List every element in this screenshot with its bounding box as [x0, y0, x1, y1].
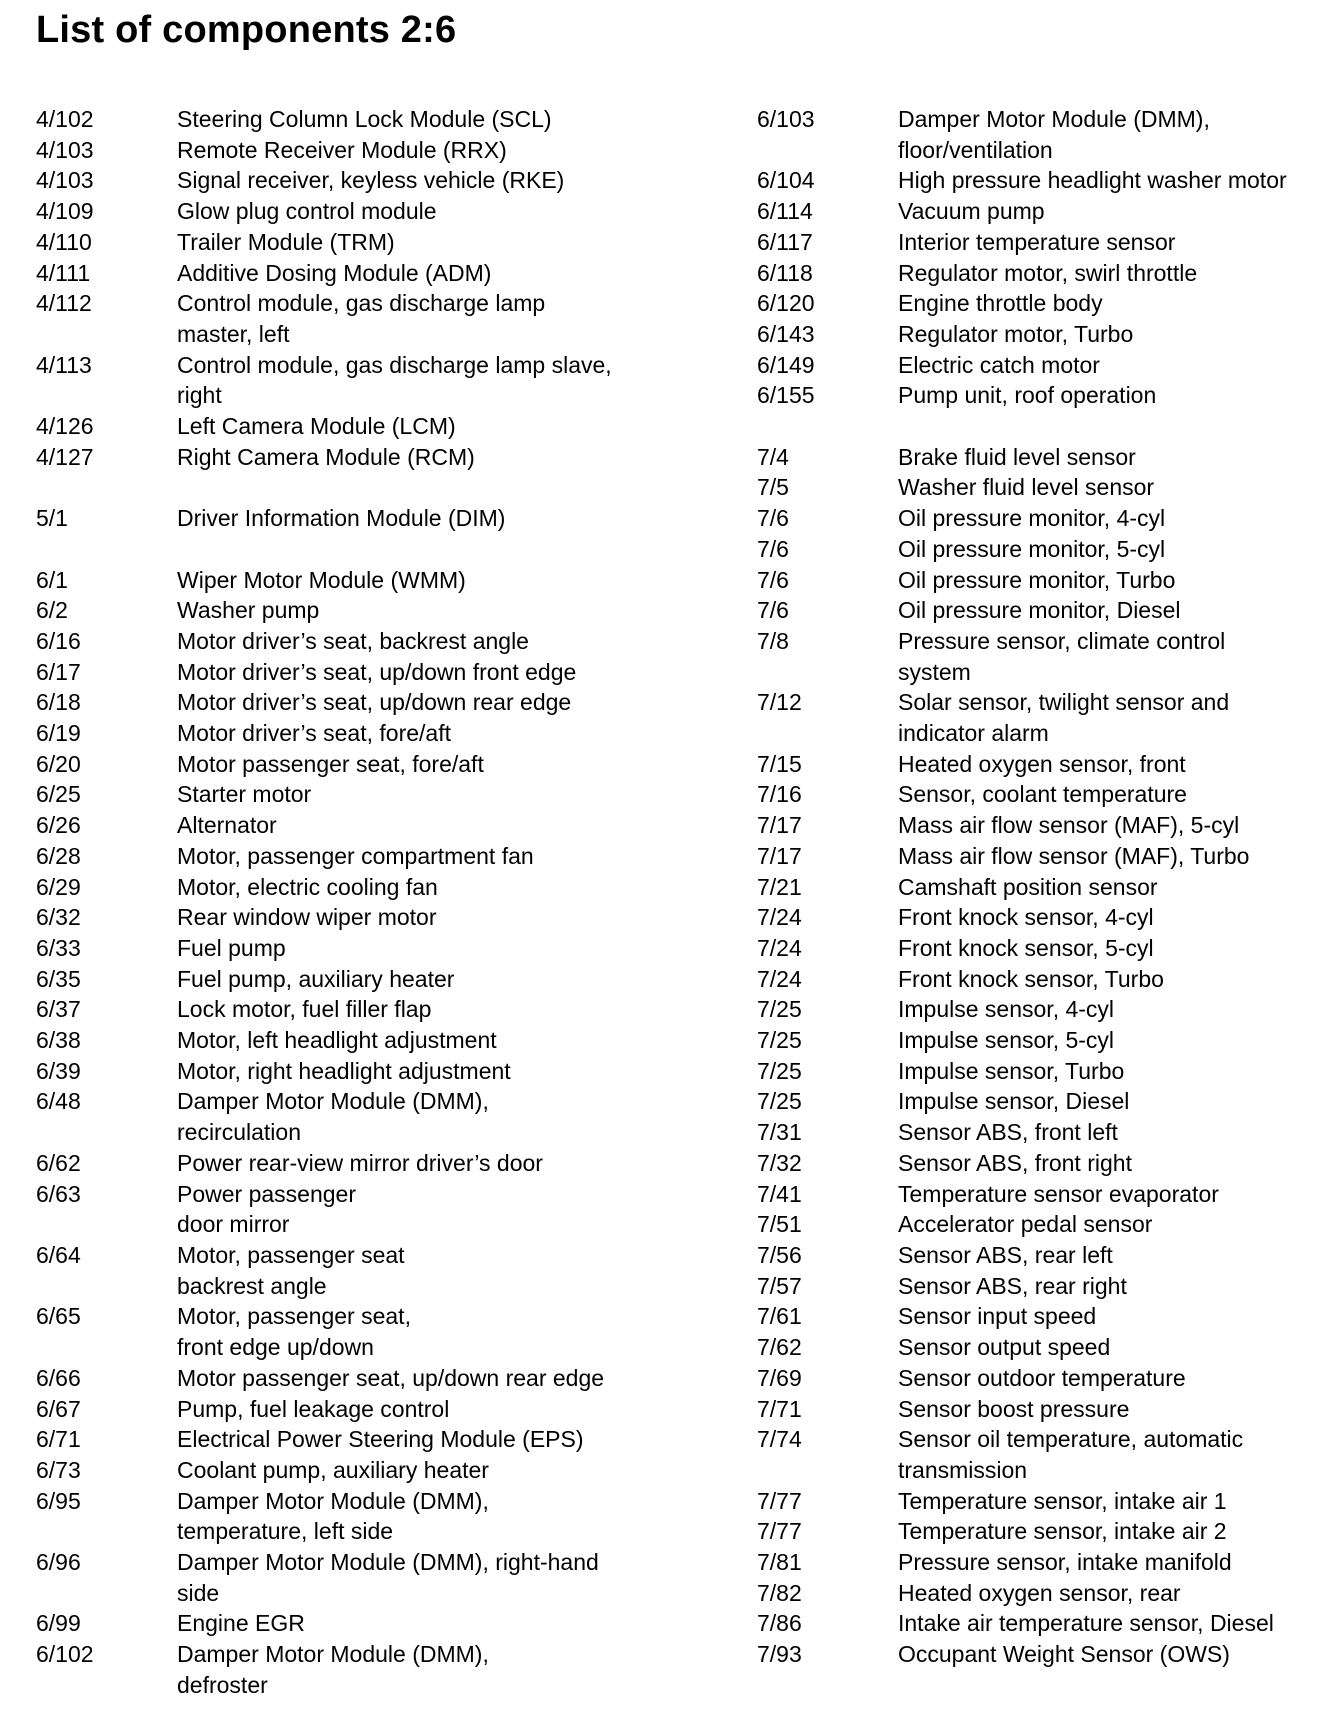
- component-description: Pressure sensor, intake manifold: [898, 1549, 1232, 1576]
- component-description: Motor, electric cooling fan: [177, 873, 438, 900]
- component-description: Engine EGR: [177, 1610, 305, 1637]
- component-row: [36, 841, 696, 872]
- component-description: Engine throttle body: [898, 290, 1103, 317]
- component-code: 6/149: [757, 351, 815, 378]
- component-code: 6/65: [36, 1303, 81, 1330]
- component-code: 4/127: [36, 443, 94, 470]
- component-row: [757, 1271, 1344, 1302]
- component-description: Left Camera Module (LCM): [177, 413, 456, 440]
- component-row: [757, 841, 1344, 872]
- component-row: [757, 288, 1344, 319]
- component-row: [757, 872, 1344, 903]
- component-description: Motor, passenger compartment fan: [177, 842, 534, 869]
- component-code: 6/2: [36, 597, 68, 624]
- component-row: [757, 1639, 1344, 1670]
- component-row: [757, 1301, 1344, 1332]
- component-code: 6/63: [36, 1180, 81, 1207]
- component-code: 6/1: [36, 566, 68, 593]
- list-spacer: [757, 411, 1344, 442]
- component-description: Motor passenger seat, fore/aft: [177, 750, 484, 777]
- component-row: [757, 902, 1344, 933]
- component-code: 6/19: [36, 720, 81, 747]
- component-code: 6/104: [757, 167, 815, 194]
- component-description: Motor passenger seat, up/down rear edge: [177, 1364, 605, 1391]
- component-row: [36, 810, 696, 841]
- component-description: Damper Motor Module (DMM), right-hand side: [177, 1549, 599, 1606]
- component-description: Interior temperature sensor: [898, 228, 1176, 255]
- component-description: Electric catch motor: [898, 351, 1100, 378]
- component-row: [36, 626, 696, 657]
- component-code: 6/114: [757, 198, 813, 225]
- component-row: [36, 258, 696, 289]
- component-row: [757, 1209, 1344, 1240]
- component-row: [36, 779, 696, 810]
- component-code: 4/126: [36, 413, 94, 440]
- component-description: Motor driver’s seat, backrest angle: [177, 627, 529, 654]
- component-description: Motor driver’s seat, up/down rear edge: [177, 689, 572, 716]
- component-description: Motor, passenger seat backrest angle: [177, 1241, 405, 1299]
- component-code: 7/6: [757, 535, 789, 562]
- component-code: 7/93: [757, 1641, 802, 1668]
- component-code: 7/15: [757, 750, 802, 777]
- component-description: Sensor, coolant temperature: [898, 781, 1187, 808]
- component-code: 4/102: [36, 106, 94, 132]
- component-description: Impulse sensor, Turbo: [898, 1057, 1125, 1084]
- component-description: Vacuum pump: [898, 198, 1045, 225]
- component-description: Fuel pump, auxiliary heater: [177, 965, 455, 992]
- component-code: 6/99: [36, 1610, 81, 1637]
- component-code: 7/57: [757, 1272, 802, 1299]
- component-row: [757, 1608, 1344, 1639]
- component-description: Temperature sensor, intake air 2: [898, 1518, 1227, 1545]
- component-code: 6/95: [36, 1487, 81, 1514]
- component-code: 7/61: [757, 1303, 802, 1330]
- component-row: [757, 687, 1344, 748]
- component-code: 7/32: [757, 1149, 802, 1176]
- component-row: [36, 503, 696, 534]
- component-code: 6/32: [36, 904, 81, 931]
- component-description: High pressure headlight washer motor: [898, 167, 1287, 194]
- component-row: [36, 1086, 696, 1147]
- component-code: 6/73: [36, 1456, 81, 1483]
- component-row: [757, 994, 1344, 1025]
- list-spacer: [36, 472, 696, 503]
- component-description: Sensor ABS, rear right: [898, 1272, 1127, 1299]
- component-row: [36, 994, 696, 1025]
- component-code: 6/20: [36, 750, 81, 777]
- component-row: [36, 1394, 696, 1425]
- component-row: [36, 1639, 696, 1700]
- component-code: 7/17: [757, 842, 802, 869]
- component-description: Right Camera Module (RCM): [177, 443, 475, 470]
- component-description: Wiper Motor Module (WMM): [177, 566, 466, 593]
- component-code: 4/103: [36, 167, 94, 194]
- component-description: Damper Motor Module (DMM), recirculation: [177, 1088, 489, 1146]
- component-row: [36, 411, 696, 442]
- component-row: [36, 1455, 696, 1486]
- component-code: 7/6: [757, 566, 789, 593]
- component-description: Damper Motor Module (DMM), temperature, left side: [177, 1487, 489, 1545]
- component-row: [757, 1332, 1344, 1363]
- component-row: [757, 933, 1344, 964]
- component-description: Remote Receiver Module (RRX): [177, 136, 507, 163]
- component-row: [36, 1056, 696, 1087]
- component-row: [36, 1025, 696, 1056]
- component-description: Temperature sensor evaporator: [898, 1180, 1219, 1207]
- component-description: Solar sensor, twilight sensor and indicator alarm: [898, 689, 1230, 747]
- component-description: Accelerator pedal sensor: [898, 1211, 1153, 1238]
- component-code: 4/111: [36, 259, 91, 286]
- component-description: Power passenger door mirror: [177, 1180, 356, 1238]
- component-description: Camshaft position sensor: [898, 873, 1158, 900]
- component-description: Motor driver’s seat, fore/aft: [177, 720, 451, 747]
- component-code: 7/24: [757, 904, 802, 931]
- component-code: 6/37: [36, 996, 81, 1023]
- component-row: [757, 227, 1344, 258]
- component-code: 7/4: [757, 443, 789, 470]
- component-code: 7/6: [757, 597, 789, 624]
- component-row: [36, 1240, 696, 1301]
- component-code: 7/25: [757, 1088, 802, 1115]
- component-code: 6/17: [36, 658, 81, 685]
- component-description: Mass air flow sensor (MAF), 5-cyl: [898, 812, 1240, 839]
- component-description: Washer pump: [177, 597, 320, 624]
- component-code: 4/103: [36, 136, 94, 163]
- component-code: 6/143: [757, 320, 815, 347]
- component-description: Impulse sensor, 4-cyl: [898, 996, 1115, 1023]
- component-row: [36, 718, 696, 749]
- component-code: 6/26: [36, 812, 81, 839]
- component-code: 4/112: [36, 290, 92, 317]
- component-row: [757, 749, 1344, 780]
- component-row: [757, 472, 1344, 503]
- component-description: Steering Column Lock Module (SCL): [177, 106, 552, 132]
- component-description: Driver Information Module (DIM): [177, 505, 506, 532]
- component-description: Pressure sensor, climate control system: [898, 627, 1226, 685]
- component-row: [36, 1179, 696, 1240]
- component-description: Regulator motor, swirl throttle: [898, 259, 1198, 286]
- component-code: 4/110: [36, 228, 92, 255]
- component-description: Brake fluid level sensor: [898, 443, 1136, 470]
- component-row: [36, 288, 696, 349]
- component-row: [757, 1148, 1344, 1179]
- component-code: 4/113: [36, 351, 92, 378]
- component-row: [757, 380, 1344, 411]
- component-description: Pump unit, roof operation: [898, 382, 1157, 409]
- component-description: Sensor ABS, front left: [898, 1119, 1118, 1146]
- component-description: Damper Motor Module (DMM), defroster: [177, 1641, 489, 1698]
- component-code: 6/39: [36, 1057, 81, 1084]
- component-code: 6/103: [757, 106, 815, 132]
- component-code: 7/86: [757, 1610, 802, 1637]
- component-row: [36, 1424, 696, 1455]
- component-code: 7/25: [757, 996, 802, 1023]
- component-description: Control module, gas discharge lamp master, left: [177, 290, 546, 347]
- component-row: [36, 902, 696, 933]
- component-code: 6/28: [36, 842, 81, 869]
- component-description: Fuel pump: [177, 934, 286, 961]
- component-code: 6/155: [757, 382, 815, 409]
- component-code: 6/64: [36, 1241, 81, 1268]
- component-code: 7/71: [757, 1395, 802, 1422]
- component-row: [757, 1424, 1344, 1485]
- component-code: 7/62: [757, 1334, 802, 1361]
- component-row: [36, 1148, 696, 1179]
- component-code: 7/24: [757, 934, 802, 961]
- component-description: Motor, passenger seat, front edge up/down: [177, 1303, 411, 1361]
- component-description: Mass air flow sensor (MAF), Turbo: [898, 842, 1250, 869]
- component-row: [757, 258, 1344, 289]
- component-row: [757, 1056, 1344, 1087]
- component-row: [36, 657, 696, 688]
- component-description: Impulse sensor, 5-cyl: [898, 1027, 1115, 1054]
- component-description: Front knock sensor, 5-cyl: [898, 934, 1154, 961]
- component-code: 7/69: [757, 1364, 802, 1391]
- component-code: 7/56: [757, 1242, 802, 1268]
- component-description: Motor, right headlight adjustment: [177, 1057, 511, 1084]
- component-code: 7/21: [757, 873, 802, 900]
- component-code: 6/33: [36, 934, 81, 961]
- component-description: Motor, left headlight adjustment: [177, 1027, 497, 1054]
- component-code: 7/81: [757, 1549, 802, 1576]
- component-description: Pump, fuel leakage control: [177, 1395, 450, 1422]
- component-code: 6/62: [36, 1149, 81, 1176]
- component-row: [757, 442, 1344, 473]
- component-code: 7/16: [757, 781, 802, 808]
- component-code: 6/48: [36, 1088, 81, 1115]
- component-description: Sensor output speed: [898, 1334, 1111, 1361]
- component-description: Sensor ABS, front right: [898, 1149, 1132, 1176]
- component-row: [36, 196, 696, 227]
- component-code: 6/117: [757, 228, 813, 255]
- component-description: Trailer Module (TRM): [177, 228, 395, 255]
- component-row: [36, 104, 696, 135]
- component-code: 6/67: [36, 1395, 81, 1422]
- component-description: Oil pressure monitor, 5-cyl: [898, 535, 1166, 562]
- component-row: [36, 749, 696, 780]
- component-row: [757, 964, 1344, 995]
- component-description: Sensor input speed: [898, 1303, 1097, 1330]
- component-code: 7/25: [757, 1027, 802, 1054]
- component-code: 7/8: [757, 627, 789, 654]
- component-row: [757, 626, 1344, 687]
- component-code: 7/25: [757, 1057, 802, 1084]
- component-code: 7/12: [757, 689, 802, 716]
- component-description: Electrical Power Steering Module (EPS): [177, 1426, 584, 1453]
- component-row: [757, 1363, 1344, 1394]
- component-description: Sensor outdoor temperature: [898, 1364, 1186, 1391]
- component-row: [36, 872, 696, 903]
- component-description: Temperature sensor, intake air 1: [898, 1487, 1227, 1514]
- component-description: Oil pressure monitor, Turbo: [898, 566, 1176, 593]
- component-row: [36, 964, 696, 995]
- component-list-right: [757, 104, 1344, 1670]
- component-row: [36, 1486, 696, 1547]
- component-row: [757, 1240, 1344, 1271]
- component-row: [36, 1547, 696, 1608]
- component-row: [757, 196, 1344, 227]
- component-description: Regulator motor, Turbo: [898, 320, 1134, 347]
- component-code: 6/38: [36, 1027, 81, 1054]
- page-title: List of components 2:6: [36, 9, 457, 51]
- component-row: [757, 1486, 1344, 1517]
- component-description: Power rear-view mirror driver’s door: [177, 1149, 543, 1176]
- component-code: 7/41: [757, 1180, 802, 1207]
- component-row: [36, 1608, 696, 1639]
- component-code: 6/35: [36, 965, 81, 992]
- component-code: 7/77: [757, 1518, 802, 1545]
- component-row: [36, 933, 696, 964]
- component-code: 7/74: [757, 1426, 802, 1453]
- component-row: [757, 1578, 1344, 1609]
- component-row: [757, 319, 1344, 350]
- component-row: [757, 1179, 1344, 1210]
- component-description: Alternator: [177, 812, 277, 839]
- component-row: [757, 534, 1344, 565]
- component-code: 7/6: [757, 505, 789, 532]
- component-code: 6/120: [757, 290, 815, 317]
- component-description: Sensor ABS, rear left: [898, 1242, 1113, 1268]
- component-row: [36, 687, 696, 718]
- component-row: [36, 350, 696, 411]
- component-description: Lock motor, fuel filler flap: [177, 996, 432, 1023]
- component-description: Heated oxygen sensor, front: [898, 750, 1186, 777]
- list-spacer: [36, 534, 696, 565]
- component-description: Motor driver’s seat, up/down front edge: [177, 658, 577, 685]
- component-code: 6/71: [36, 1426, 81, 1453]
- component-description: Intake air temperature sensor, Diesel: [898, 1610, 1274, 1637]
- component-row: [757, 1086, 1344, 1117]
- component-code: 7/31: [757, 1119, 802, 1146]
- component-row: [36, 1301, 696, 1362]
- component-description: Impulse sensor, Diesel: [898, 1088, 1130, 1115]
- component-description: Starter motor: [177, 781, 312, 808]
- component-row: [757, 1025, 1344, 1056]
- component-description: Heated oxygen sensor, rear: [898, 1579, 1181, 1606]
- component-code: 4/109: [36, 198, 94, 225]
- component-description: Oil pressure monitor, Diesel: [898, 597, 1181, 624]
- component-row: [757, 1117, 1344, 1148]
- component-row: [36, 595, 696, 626]
- component-code: 5/1: [36, 505, 68, 532]
- component-code: 7/5: [757, 474, 789, 501]
- component-code: 6/96: [36, 1549, 81, 1576]
- component-code: 6/102: [36, 1641, 94, 1668]
- component-description: Additive Dosing Module (ADM): [177, 259, 492, 286]
- component-row: [36, 565, 696, 596]
- component-row: [757, 565, 1344, 596]
- component-row: [757, 1516, 1344, 1547]
- component-description: Coolant pump, auxiliary heater: [177, 1456, 489, 1483]
- component-description: Damper Motor Module (DMM), floor/ventilation: [898, 106, 1210, 163]
- component-row: [757, 503, 1344, 534]
- component-code: 7/77: [757, 1487, 802, 1514]
- component-row: [757, 810, 1344, 841]
- component-description: Occupant Weight Sensor (OWS): [898, 1641, 1230, 1668]
- component-description: Oil pressure monitor, 4-cyl: [898, 505, 1166, 532]
- component-row: [757, 1394, 1344, 1425]
- component-code: 7/24: [757, 965, 802, 992]
- component-code: 6/29: [36, 873, 81, 900]
- component-description: Signal receiver, keyless vehicle (RKE): [177, 167, 565, 194]
- component-row: [757, 779, 1344, 810]
- component-row: [36, 165, 696, 196]
- component-description: Washer fluid level sensor: [898, 474, 1155, 501]
- component-code: 7/51: [757, 1211, 802, 1238]
- component-row: [36, 227, 696, 258]
- component-code: 6/66: [36, 1364, 81, 1391]
- component-row: [757, 350, 1344, 381]
- component-row: [36, 442, 696, 473]
- component-description: Sensor boost pressure: [898, 1395, 1130, 1422]
- component-row: [757, 165, 1344, 196]
- component-description: Glow plug control module: [177, 198, 437, 225]
- component-list-left: [36, 104, 696, 1701]
- component-row: [36, 1363, 696, 1394]
- component-row: [36, 135, 696, 166]
- component-description: Rear window wiper motor: [177, 904, 437, 931]
- component-code: 6/25: [36, 781, 81, 808]
- component-code: 6/18: [36, 689, 81, 716]
- component-code: 6/16: [36, 627, 81, 654]
- component-description: Control module, gas discharge lamp slave, right: [177, 351, 612, 409]
- component-row: [757, 1547, 1344, 1578]
- component-code: 6/118: [757, 259, 813, 286]
- component-code: 7/17: [757, 812, 802, 839]
- component-row: [757, 595, 1344, 626]
- component-description: Front knock sensor, 4-cyl: [898, 904, 1154, 931]
- component-description: Front knock sensor, Turbo: [898, 965, 1164, 992]
- component-code: 7/82: [757, 1579, 802, 1606]
- component-row: [757, 104, 1344, 165]
- component-description: Sensor oil temperature, automatic transmission: [898, 1426, 1244, 1483]
